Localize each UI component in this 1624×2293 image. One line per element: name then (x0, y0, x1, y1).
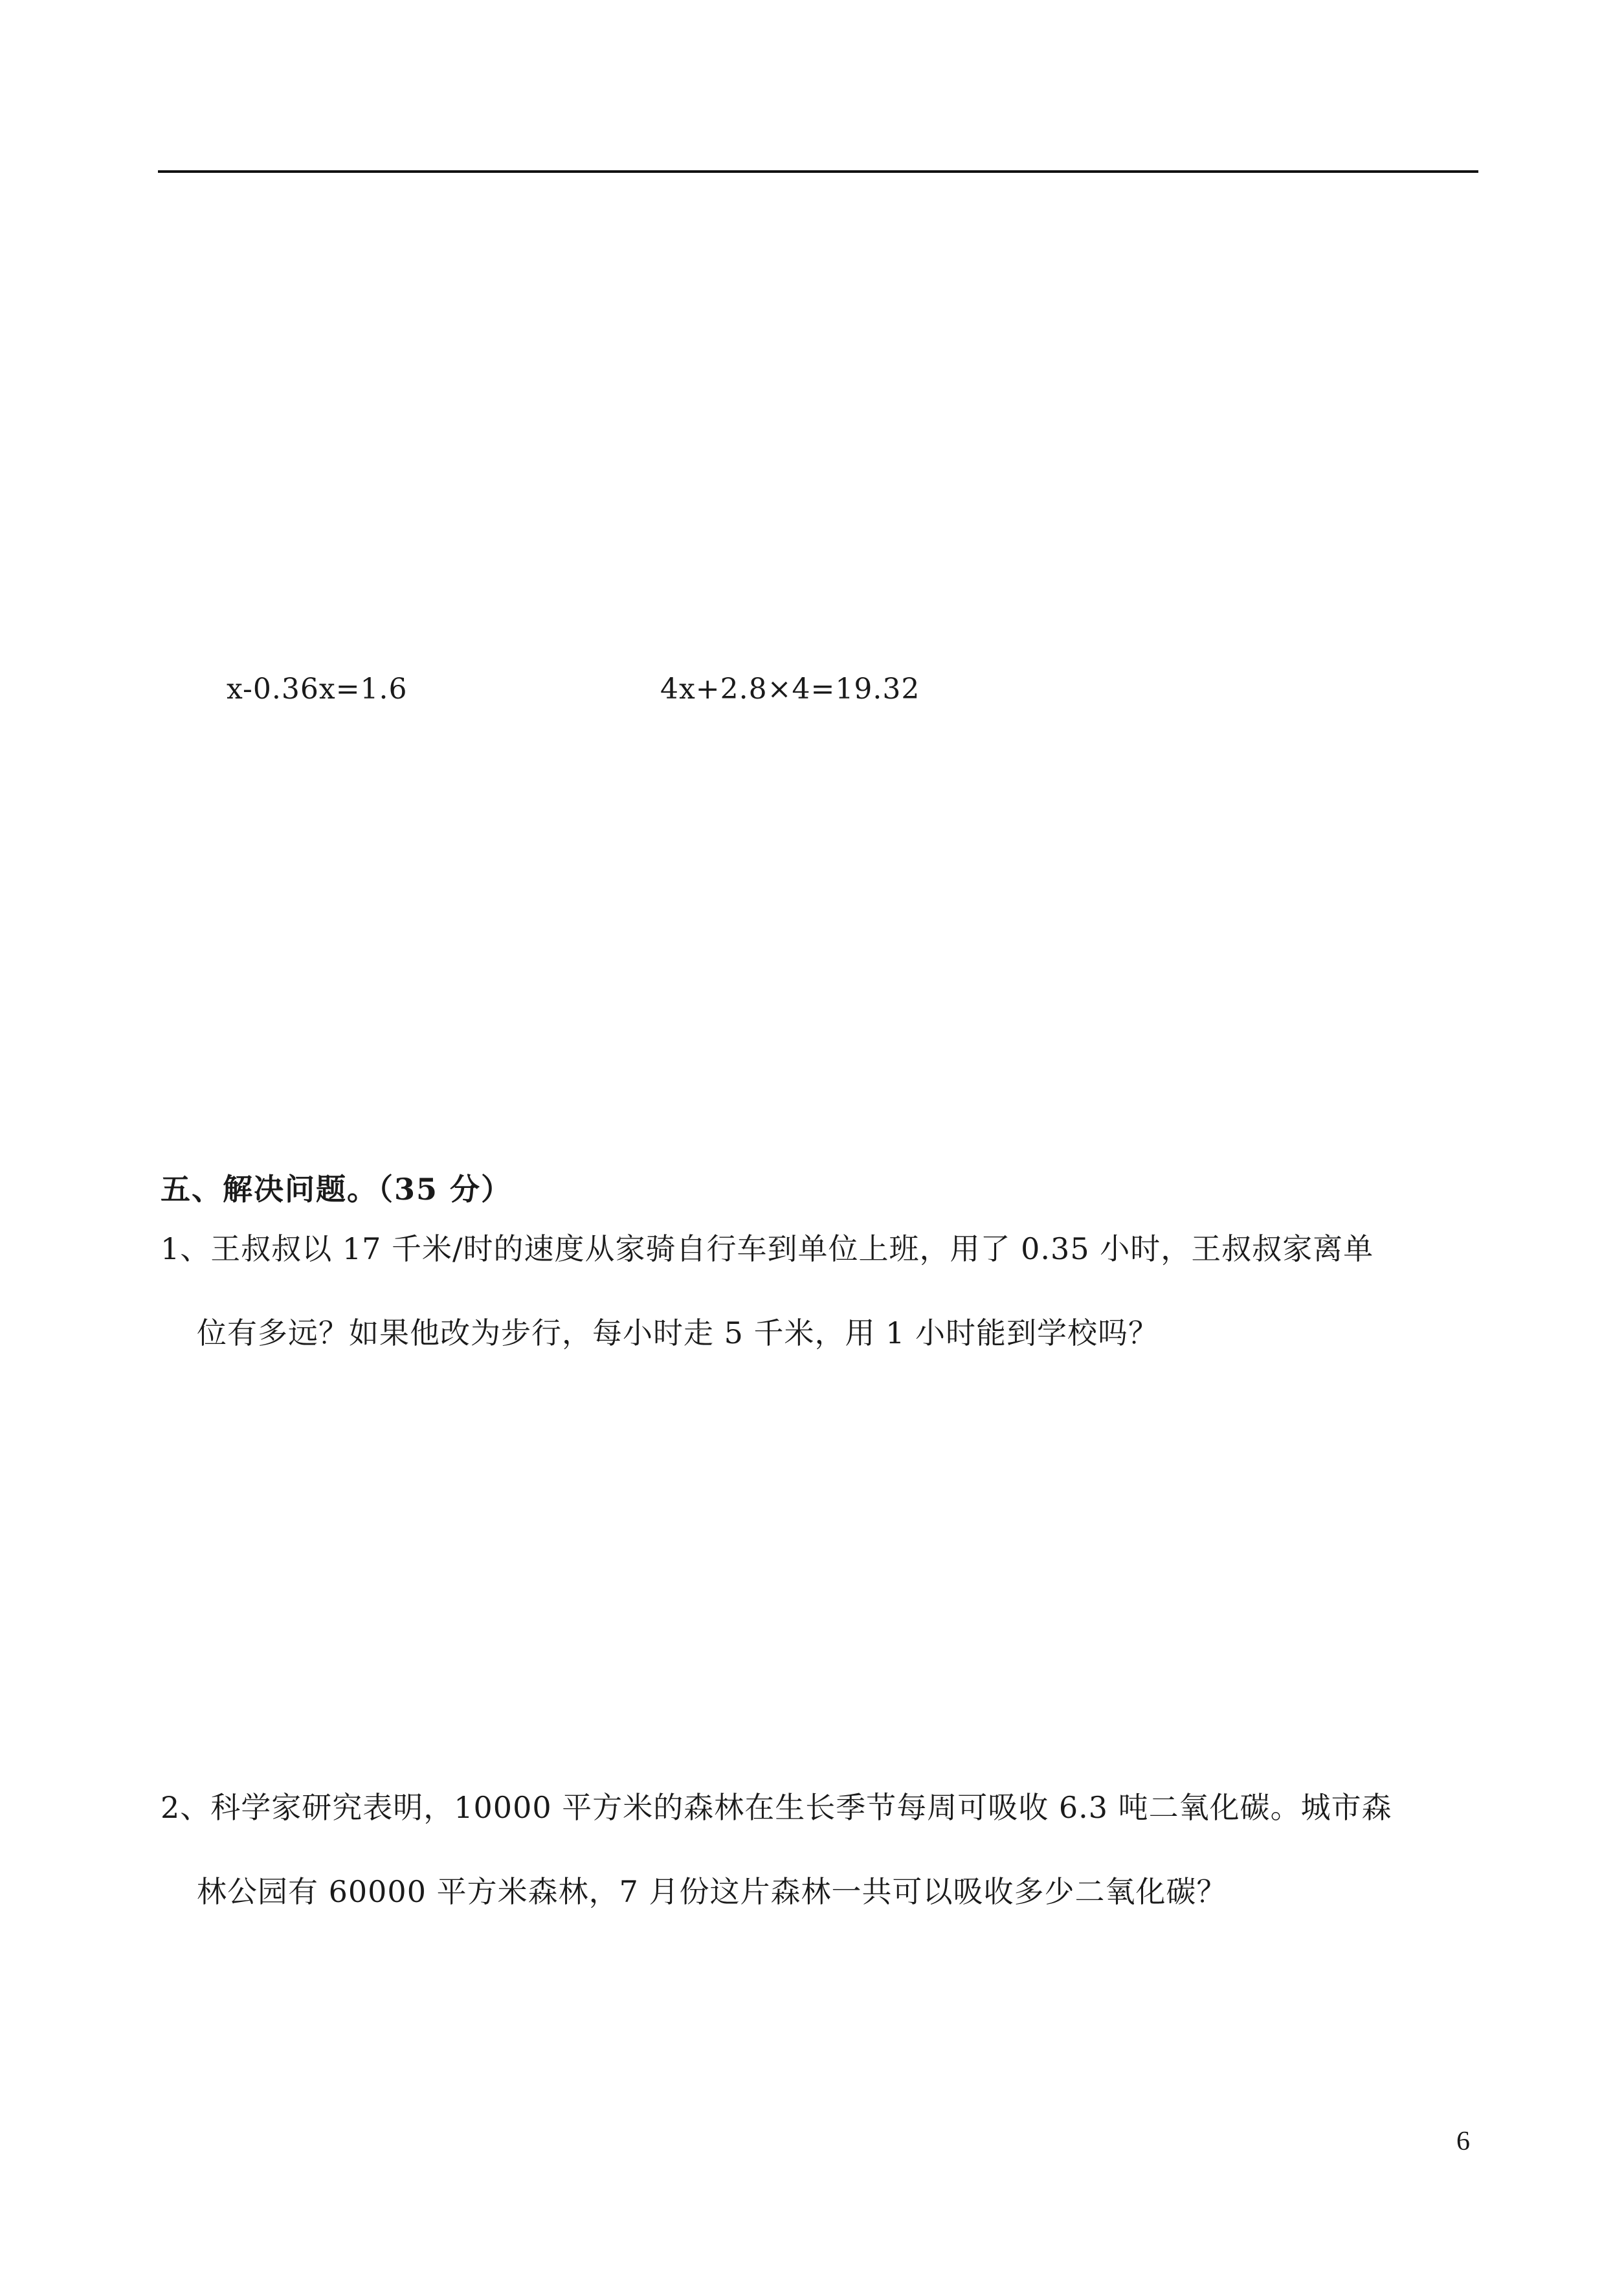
header-rule (158, 170, 1478, 173)
equation-2: 4x+2.8×4=19.32 (660, 673, 920, 706)
section-heading: 五、解决问题。（35 分） (161, 1172, 513, 1207)
equation-1: x-0.36x=1.6 (227, 673, 408, 706)
problem-2-line-1: 2、科学家研究表明，10000 平方米的森林在生长季节每周可吸收 6.3 吨二氧化碳。城市森 (161, 1790, 1392, 1825)
page-number: 6 (1456, 2127, 1470, 2156)
problem-2-line-2: 林公园有 60000 平方米森林，7 月份这片森林一共可以吸收多少二氧化碳？ (197, 1874, 1227, 1909)
problem-1-line-1: 1、王叔叔以 17 千米/时的速度从家骑自行车到单位上班，用了 0.35 小时，王叔叔家离单 (161, 1231, 1374, 1266)
problem-2 (161, 1787, 1481, 1912)
problem-1-line-2: 位有多远？如果他改为步行，每小时走 5 千米，用 1 小时能到学校吗？ (197, 1315, 1159, 1350)
problem-1 (161, 1228, 1481, 1354)
